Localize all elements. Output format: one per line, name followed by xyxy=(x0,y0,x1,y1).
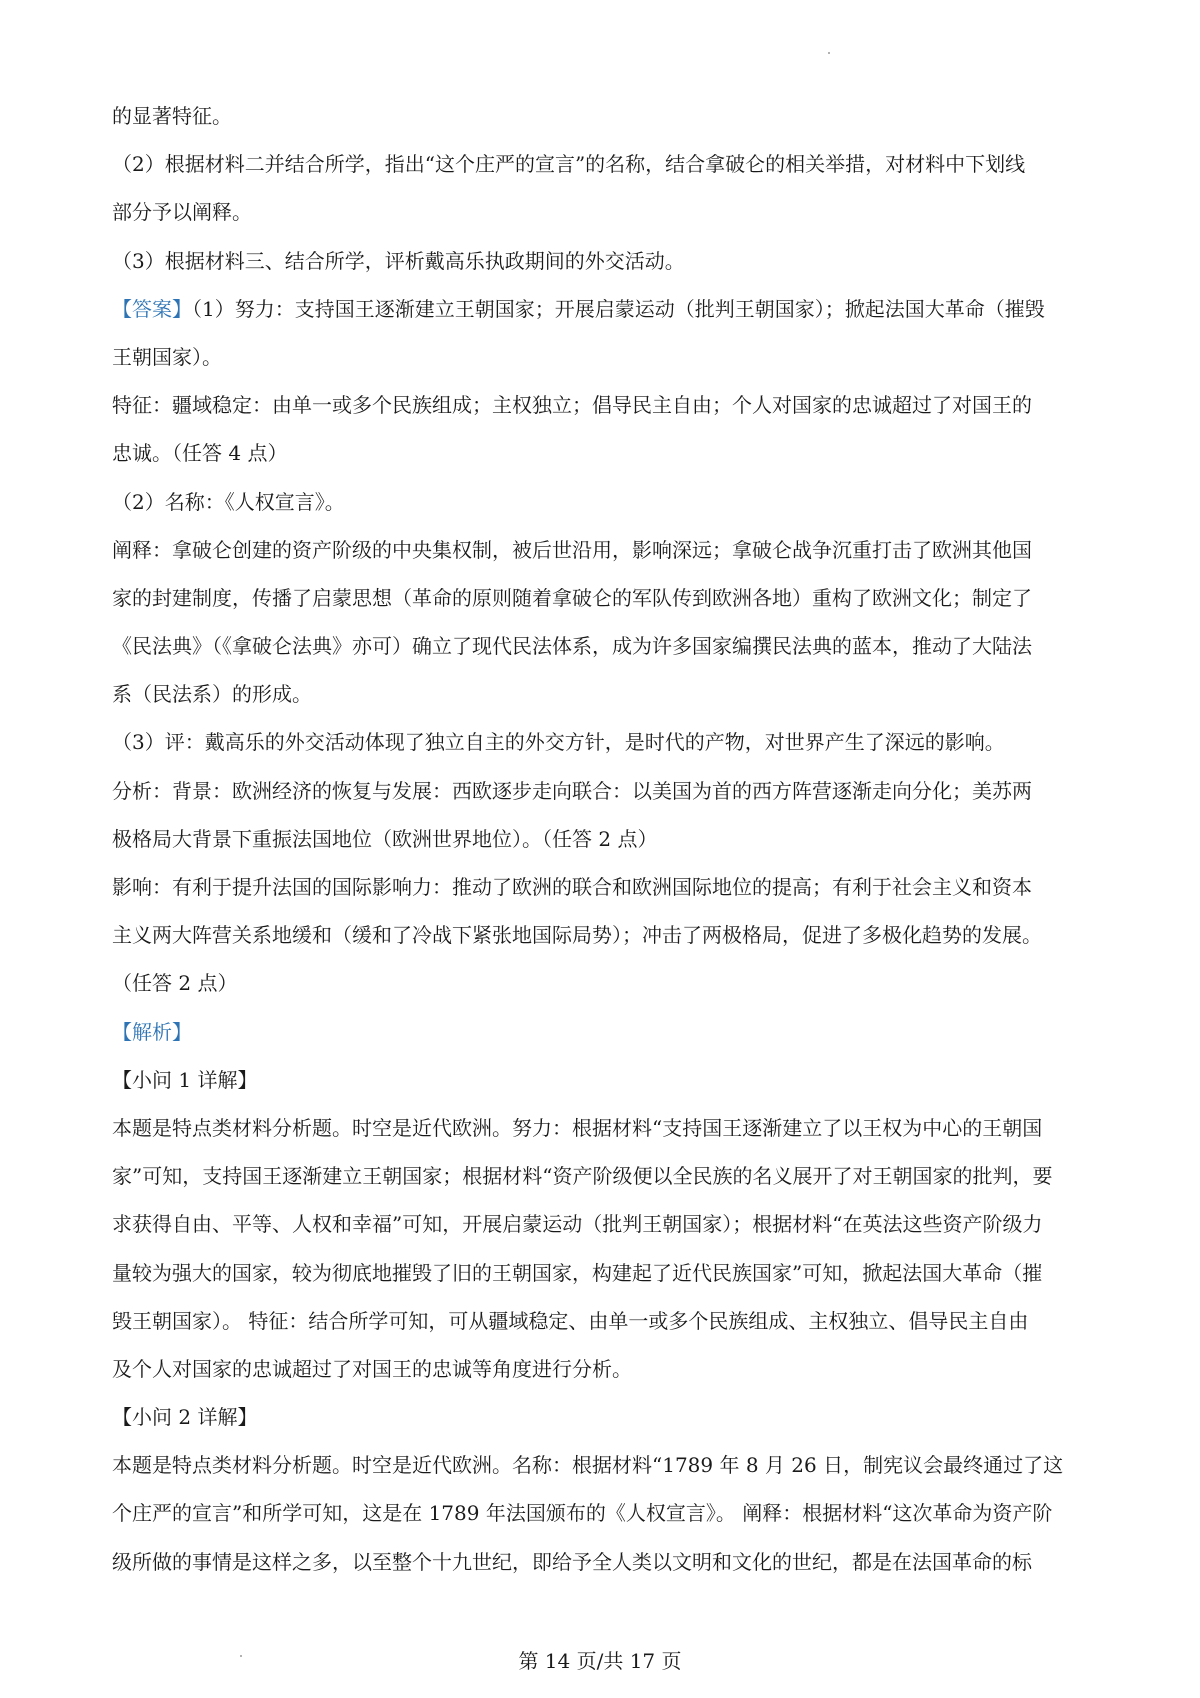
text-line xyxy=(112,1393,1102,1441)
line-text: （2）名称：《人权宣言》。 xyxy=(112,489,345,514)
line-text: 王朝国家）。 xyxy=(112,344,222,369)
scan-speck xyxy=(828,52,830,54)
line-text: 特征：疆域稳定：由单一或多个民族组成；主权独立；倡导民主自由；个人对国家的忠诚超过了对国王的 xyxy=(112,393,1032,418)
text-line xyxy=(112,381,1102,429)
text-line xyxy=(112,574,1102,622)
text-line xyxy=(112,92,1102,140)
line-text: 极格局大背景下重振法国地位（欧洲世界地位）。（任答 2 点） xyxy=(112,826,658,851)
text-line xyxy=(112,526,1102,574)
section-tag: 【解析】 xyxy=(112,1019,192,1044)
text-line xyxy=(112,670,1102,718)
text-line xyxy=(112,1489,1102,1537)
text-line xyxy=(112,767,1102,815)
line-text: 【小问 2 详解】 xyxy=(112,1405,258,1430)
line-text: 级所做的事情是这样之多，以至整个十九世纪，即给予全人类以文明和文化的世纪，都是在法国革命的标 xyxy=(112,1549,1032,1574)
line-text: 及个人对国家的忠诚超过了对国王的忠诚等角度进行分析。 xyxy=(112,1356,632,1381)
line-text: 个庄严的宣言”和所学可知，这是在 1789 年法国颁布的《人权宣言》。 阐释：根据材料“这次革命为资产阶 xyxy=(112,1501,1053,1526)
line-text: 量较为强大的国家，较为彻底地摧毁了旧的王朝国家，构建起了近代民族国家”可知，掀起法国大革命（摧 xyxy=(112,1260,1043,1285)
text-line xyxy=(112,1056,1102,1104)
line-text: （3）评：戴高乐的外交活动体现了独立自主的外交方针，是时代的产物，对世界产生了深远的影响。 xyxy=(112,730,1005,755)
text-line xyxy=(112,333,1102,381)
text-line xyxy=(112,429,1102,477)
text-line xyxy=(112,863,1102,911)
line-text: 家的封建制度，传播了启蒙思想（革命的原则随着拿破仑的军队传到欧洲各地）重构了欧洲文化；制定了 xyxy=(112,585,1032,610)
line-text: 忠诚。（任答 4 点） xyxy=(112,441,288,466)
line-text: 【小问 1 详解】 xyxy=(112,1067,258,1092)
text-line xyxy=(112,1538,1102,1586)
text-line xyxy=(112,1249,1102,1297)
text-line xyxy=(112,285,1102,333)
line-text: 毁王朝国家）。 特征：结合所学可知，可从疆域稳定、由单一或多个民族组成、主权独立、倡导民主自由 xyxy=(112,1308,1029,1333)
line-text: 影响：有利于提升法国的国际影响力：推动了欧洲的联合和欧洲国际地位的提高；有利于社会主义和资本 xyxy=(112,875,1032,899)
text-line xyxy=(112,815,1102,863)
text-line xyxy=(112,1441,1102,1489)
line-text: 本题是特点类材料分析题。时空是近代欧洲。努力：根据材料“支持国王逐渐建立了以王权为中心的王朝国 xyxy=(112,1115,1043,1140)
text-line xyxy=(112,1008,1102,1056)
line-text: （任答 2 点） xyxy=(112,971,238,996)
text-line xyxy=(112,188,1102,236)
line-text: 《民法典》（《拿破仑法典》亦可）确立了现代民法体系，成为许多国家编撰民法典的蓝本，推动了大陆法 xyxy=(112,634,1032,659)
line-text: 阐释：拿破仑创建的资产阶级的中央集权制，被后世沿用，影响深远；拿破仑战争沉重打击了欧洲其他国 xyxy=(112,537,1032,562)
line-text: （3）根据材料三、结合所学，评析戴高乐执政期间的外交活动。 xyxy=(112,248,685,273)
text-line xyxy=(112,1297,1102,1345)
document-body xyxy=(112,92,1102,1586)
page-footer: 第 14 页/共 17 页 xyxy=(518,1649,682,1673)
text-line xyxy=(112,237,1102,285)
line-text: （1）努力：支持国王逐渐建立王朝国家；开展启蒙运动（批判王朝国家）；掀起法国大革命（摧毁 xyxy=(192,296,1045,321)
line-text: 部分予以阐释。 xyxy=(112,200,252,225)
section-tag: 【答案】 xyxy=(112,296,192,321)
line-text: 本题是特点类材料分析题。时空是近代欧洲。名称：根据材料“1789 年 8 月 26 日，制宪议会最终通过了这 xyxy=(112,1453,1064,1478)
line-text: 求获得自由、平等、人权和幸福”可知，开展启蒙运动（批判王朝国家）；根据材料“在英法这些资产阶级力 xyxy=(112,1212,1043,1237)
text-line xyxy=(112,622,1102,670)
text-line xyxy=(112,718,1102,766)
text-line xyxy=(112,959,1102,1007)
text-line xyxy=(112,1152,1102,1200)
text-line xyxy=(112,1345,1102,1393)
text-line xyxy=(112,140,1102,188)
text-line xyxy=(112,478,1102,526)
line-text: 分析：背景：欧洲经济的恢复与发展：西欧逐步走向联合：以美国为首的西方阵营逐渐走向分化；美苏两 xyxy=(112,778,1032,803)
line-text: 的显著特征。 xyxy=(112,104,232,128)
line-text: 系（民法系）的形成。 xyxy=(112,682,312,707)
line-text: 主义两大阵营关系地缓和（缓和了冷战下紧张地国际局势）；冲击了两极格局，促进了多极化趋势的发展。 xyxy=(112,923,1042,948)
text-line xyxy=(112,911,1102,959)
text-line xyxy=(112,1200,1102,1248)
line-text: （2）根据材料二并结合所学，指出“这个庄严的宣言”的名称，结合拿破仑的相关举措，对材料中下划线 xyxy=(112,152,1026,177)
line-text: 家”可知，支持国王逐渐建立王朝国家；根据材料“资产阶级便以全民族的名义展开了对王朝国家的批判，要 xyxy=(112,1164,1053,1189)
text-line xyxy=(112,1104,1102,1152)
